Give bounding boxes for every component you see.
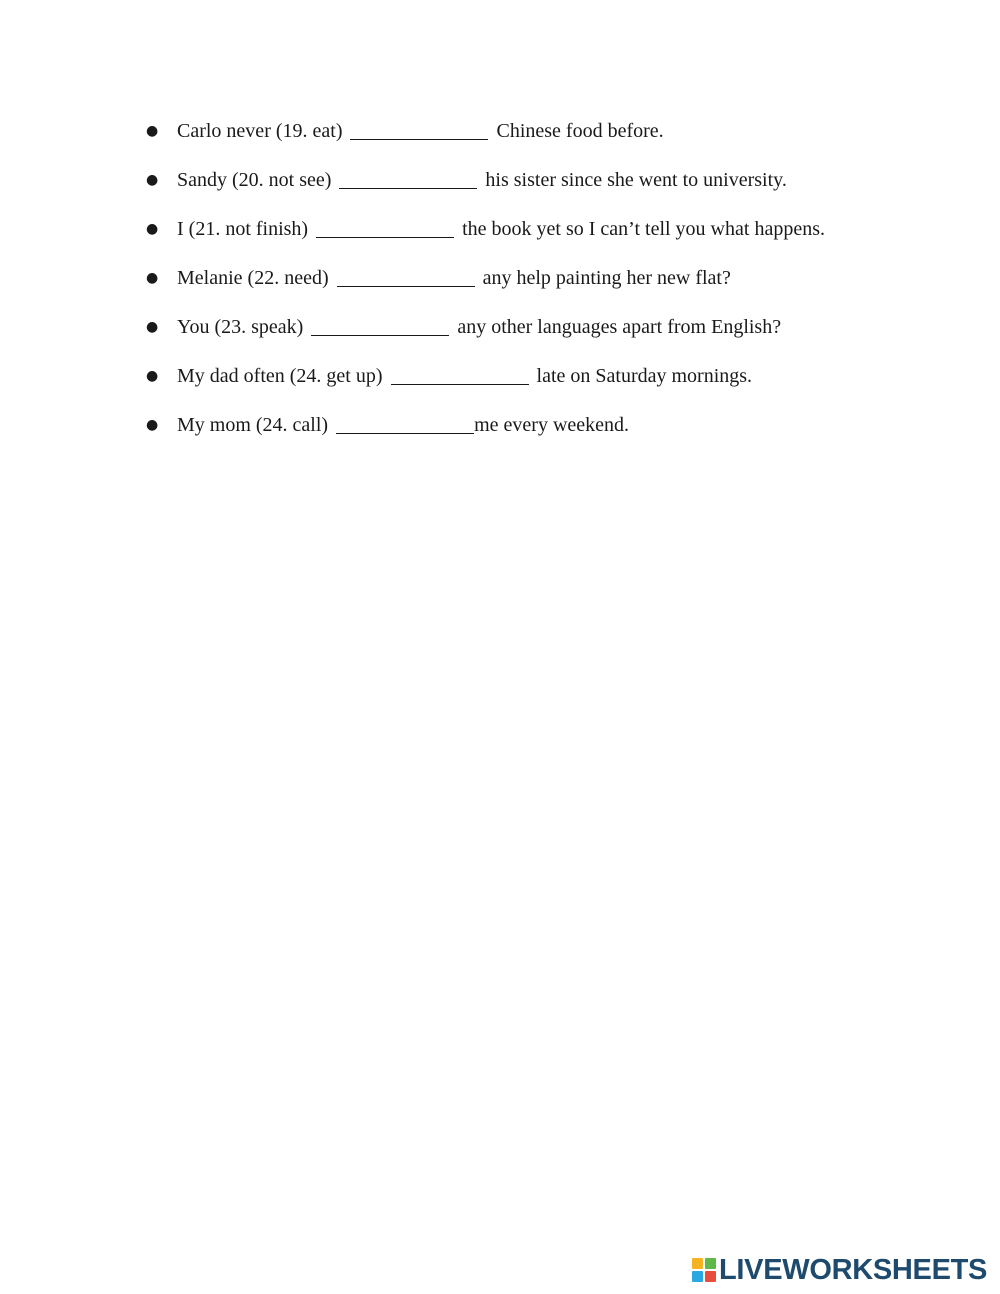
liveworksheets-brand (692, 1256, 987, 1284)
exercise-item-24a (146, 361, 946, 410)
sentence-after: any help painting her new flat? (477, 267, 731, 289)
exercise-item-22 (146, 263, 946, 312)
bullet-icon: ● (146, 368, 159, 384)
exercise-sentence (177, 165, 787, 195)
answer-blank-24a[interactable] (391, 355, 529, 385)
bullet-icon: ● (146, 172, 159, 188)
sentence-before: Melanie (22. need) (177, 267, 334, 289)
sentence-after: the book yet so I can’t tell you what happens. (457, 218, 825, 240)
logo-square-e (705, 1271, 716, 1282)
logo-square-v (692, 1271, 703, 1282)
sentence-after: late on Saturday mornings. (531, 365, 753, 387)
answer-blank-20[interactable] (339, 159, 477, 189)
exercise-list (146, 116, 946, 459)
answer-blank-21[interactable] (316, 208, 454, 238)
bullet-icon: ● (146, 319, 159, 335)
sentence-after: Chinese food before. (491, 120, 664, 142)
exercise-sentence (177, 410, 629, 440)
logo-square-l (692, 1258, 703, 1269)
brand-name: LIVEWORKSHEETS (719, 1254, 988, 1286)
sentence-before: Carlo never (19. eat) (177, 120, 348, 142)
liveworksheets-logo-icon (692, 1258, 716, 1282)
sentence-after: his sister since she went to university. (480, 169, 787, 191)
exercise-sentence (177, 361, 752, 391)
bullet-icon: ● (146, 123, 159, 139)
exercise-item-21 (146, 214, 946, 263)
exercise-sentence (177, 116, 664, 146)
sentence-before: My mom (24. call) (177, 414, 334, 436)
sentence-after: any other languages apart from English? (452, 316, 782, 338)
logo-square-i (705, 1258, 716, 1269)
sentence-before: My dad often (24. get up) (177, 365, 388, 387)
bullet-icon: ● (146, 417, 159, 433)
sentence-before: I (21. not finish) (177, 218, 314, 240)
sentence-before: Sandy (20. not see) (177, 169, 337, 191)
exercise-item-24b (146, 410, 946, 459)
exercise-sentence (177, 312, 781, 342)
answer-blank-22[interactable] (337, 257, 475, 287)
exercise-sentence (177, 214, 825, 244)
answer-blank-19[interactable] (350, 110, 488, 140)
bullet-icon: ● (146, 270, 159, 286)
exercise-item-19 (146, 116, 946, 165)
answer-blank-23[interactable] (311, 306, 449, 336)
sentence-after: me every weekend. (474, 414, 630, 436)
exercise-item-20 (146, 165, 946, 214)
answer-blank-24b[interactable] (336, 404, 474, 434)
exercise-item-23 (146, 312, 946, 361)
sentence-before: You (23. speak) (177, 316, 309, 338)
bullet-icon: ● (146, 221, 159, 237)
exercise-sentence (177, 263, 731, 293)
